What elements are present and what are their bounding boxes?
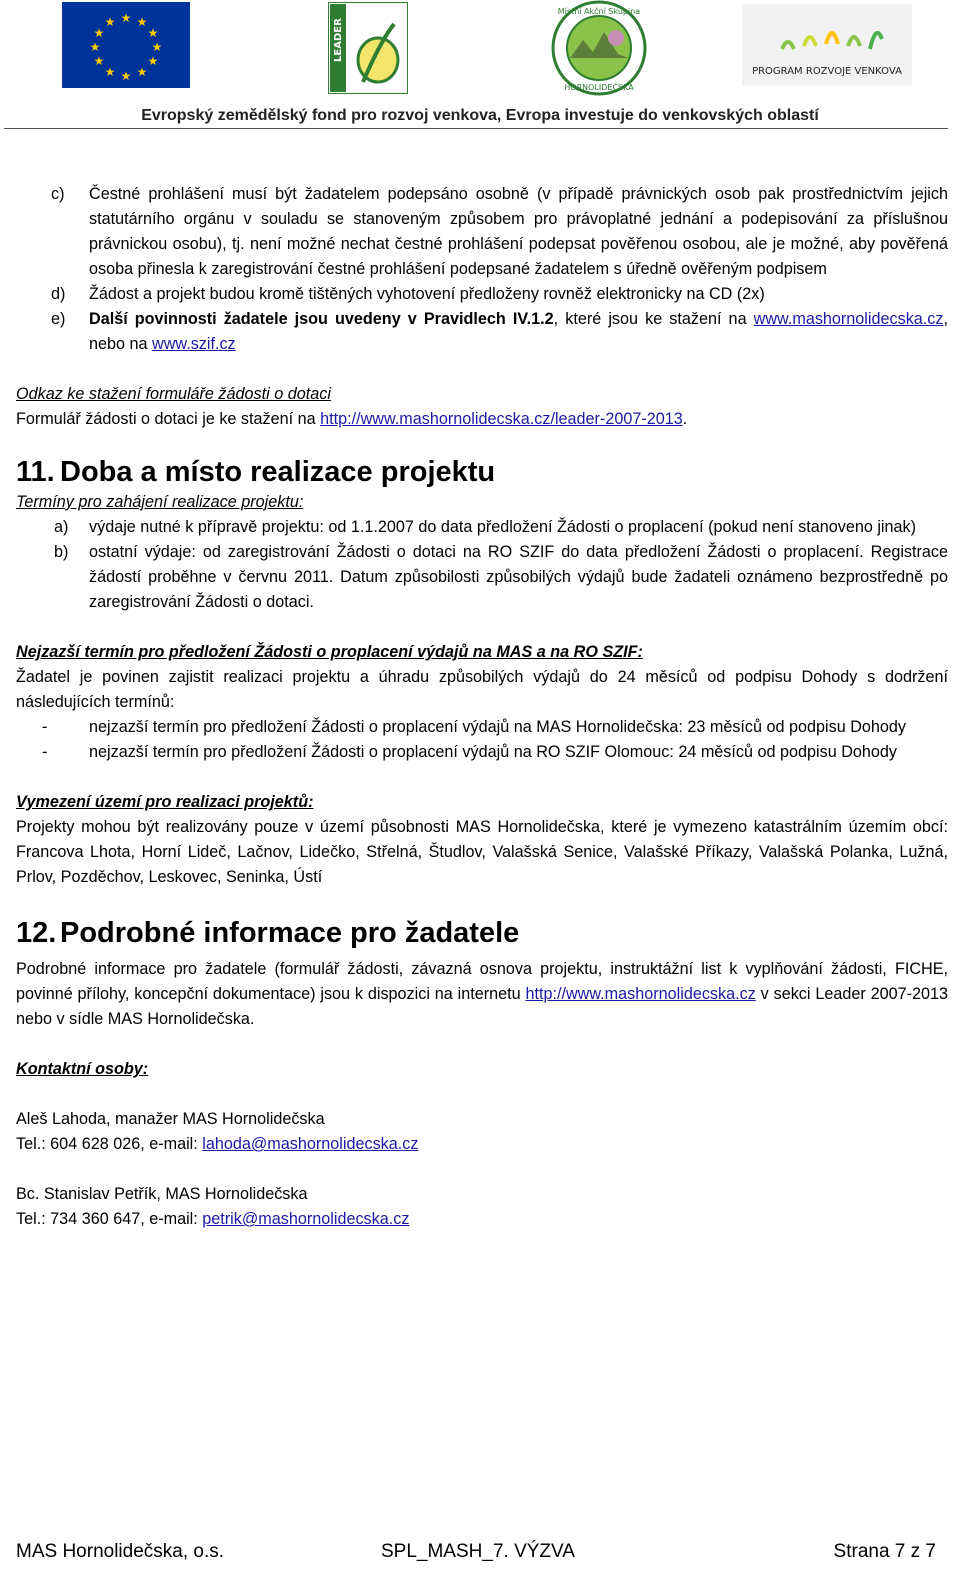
- contacts-heading: Kontaktní osoby:: [16, 1060, 149, 1078]
- contact-card: [16, 1182, 948, 1232]
- svg-text:★: ★: [120, 11, 132, 25]
- page-footer: [16, 1541, 936, 1567]
- contact-details: [16, 1207, 948, 1232]
- svg-text:★: ★: [104, 65, 116, 79]
- list-item-text: , které jsou ke stažení na: [553, 310, 754, 328]
- section-title-text: Podrobné informace pro žadatele: [60, 917, 520, 949]
- page-header: [0, 0, 960, 132]
- list-item-text: nejzazší termín pro předložení Žádosti o proplacení výdajů na MAS Hornolidečska: 23 měsíců od podpisu Dohody: [89, 718, 907, 736]
- deadline-paragraph: Žadatel je povinen zajistit realizaci projektu a úhradu způsobilých výdajů do 24 měsíců od podpisu Dohody s dodržení následujících termínů:: [16, 668, 948, 711]
- list-item: [16, 740, 948, 765]
- svg-text:LEADER: LEADER: [333, 18, 344, 62]
- section-12-title: [16, 915, 948, 951]
- contact-phone: Tel.: 734 360 647, e-mail:: [16, 1210, 203, 1228]
- svg-text:★: ★: [136, 65, 148, 79]
- svg-text:PROGRAM ROZVOJE VENKOVA: PROGRAM ROZVOJE VENKOVA: [752, 66, 902, 77]
- list-marker: d): [51, 285, 66, 303]
- footer-page-number: Strana 7 z 7: [833, 1541, 936, 1562]
- deadline-heading: Nejzazší termín pro předložení Žádosti o proplacení výdajů na MAS a na RO SZIF:: [16, 643, 643, 661]
- eafrd-tagline: Evropský zemědělský fond pro rozvoj venkova, Evropa investuje do venkovských oblastí: [141, 107, 819, 124]
- contact-card: [16, 1107, 948, 1157]
- list-item: [16, 540, 948, 615]
- info-text: Podrobné informace pro žadatele (formulář žádosti, závazná osnova projektu, instruktážní list k vyplňování žádosti, FICHE, povinné přílohy, koncepční dokumentace) jsou k dispozici na internetu: [16, 960, 948, 1003]
- list-item-text: Čestné prohlášení musí být žadatelem podepsáno osobně (v případě právnických osob pak prostřednictvím jejich statutárního orgánu v souladu se stanoveným způsobem pro právoplatné jednání a podepisování za příslušnou právnickou osobu), tj. není možné nechat čestné prohlášení podepsat pověřenou osobou, ale je možné, aby pověřená osoba přinesla k zaregistrování čestné prohlášení podepsané žadatelem s úředně ověřeným podpisem: [89, 185, 948, 278]
- svg-text:★: ★: [104, 15, 116, 29]
- header-divider: [4, 128, 948, 129]
- list-marker: b): [54, 543, 69, 561]
- contact-email-link[interactable]: lahoda@mashornolidecska.cz: [202, 1135, 419, 1153]
- program-rozvoje-venkova-logo: [742, 4, 912, 86]
- list-item: [16, 307, 948, 357]
- list-marker: c): [51, 185, 65, 203]
- list-marker: a): [54, 518, 69, 536]
- svg-text:★: ★: [147, 26, 159, 40]
- svg-text:★: ★: [93, 26, 105, 40]
- list-item: [16, 182, 948, 282]
- terms-heading: Termíny pro zahájení realizace projektu:: [16, 493, 304, 511]
- download-text-end: .: [682, 410, 688, 428]
- mas-hornolidecska-logo: [538, 0, 660, 96]
- contact-phone: Tel.: 604 628 026, e-mail:: [16, 1135, 203, 1153]
- leader-logo: [328, 2, 408, 94]
- document-body: [16, 182, 948, 1232]
- svg-text:★: ★: [151, 40, 163, 54]
- footer-document-id: SPL_MASH_7. VÝZVA: [381, 1541, 575, 1562]
- list-marker: -: [42, 743, 48, 761]
- info-paragraph: [16, 957, 948, 1032]
- list-item-text: nejzazší termín pro předložení Žádosti o proplacení výdajů na RO SZIF Olomouc: 24 měsíců od podpisu Dohody: [89, 743, 897, 761]
- mas-website-link[interactable]: www.mashornolidecska.cz: [753, 310, 944, 328]
- contact-email-link[interactable]: petrik@mashornolidecska.cz: [202, 1210, 410, 1228]
- svg-text:★: ★: [120, 69, 132, 83]
- svg-text:★: ★: [89, 40, 101, 54]
- conditions-list: [16, 182, 948, 357]
- footer-organization: MAS Hornolidečska, o.s.: [16, 1541, 225, 1562]
- section-number: 12.: [16, 917, 57, 949]
- download-text: Formulář žádosti o dotaci je ke stažení na: [16, 410, 321, 428]
- logo-strip: [0, 0, 960, 100]
- list-item: [16, 515, 948, 540]
- list-item: [16, 715, 948, 740]
- eu-flag-logo: [62, 2, 190, 88]
- list-item-text: ostatní výdaje: od zaregistrování Žádosti o dotaci na RO SZIF do data předložení Žádosti o proplacení. Registrace žádostí proběhne v červnu 2011. Datum způsobilosti způsobilých výdajů bude žadateli oznámeno bezprostředně po zaregistrování Žádosti o dotaci.: [89, 543, 948, 611]
- area-paragraph: Projekty mohou být realizovány pouze v území působnosti MAS Hornolidečska, které je vymezeno katastrálním územím obcí: Francova Lhota, Horní Lideč, Lačnov, Lidečko, Střelná, Študlov, Valašská Senice, Valašské Příkazy, Valašská Polanka, Lužná, Prlov, Pozděchov, Leskovec, Seninka, Ústí: [16, 818, 948, 886]
- terms-list: [16, 515, 948, 615]
- list-item-text: výdaje nutné k přípravě projektu: od 1.1.2007 do data předložení Žádosti o proplacení (pokud není stanoveno jinak): [89, 518, 917, 536]
- download-heading: Odkaz ke stažení formuláře žádosti o dotaci: [16, 385, 331, 403]
- svg-text:★: ★: [93, 54, 105, 68]
- section-11-title: [16, 454, 948, 490]
- list-item-text: , nebo na: [89, 310, 948, 353]
- rules-reference: Další povinnosti žadatele jsou uvedeny v Pravidlech IV.1.2: [89, 310, 554, 328]
- download-paragraph: [16, 407, 948, 432]
- contact-name: Aleš Lahoda, manažer MAS Hornolidečska: [16, 1110, 325, 1128]
- mas-website-link[interactable]: http://www.mashornolidecska.cz: [525, 985, 756, 1003]
- deadline-list: [16, 715, 948, 765]
- section-number: 11.: [16, 456, 55, 488]
- svg-text:★: ★: [147, 54, 159, 68]
- section-title-text: Doba a místo realizace projektu: [60, 456, 496, 488]
- info-text-end: v sekci Leader 2007-2013 nebo v sídle MAS Hornolidečska.: [16, 985, 949, 1028]
- list-marker: -: [42, 718, 48, 736]
- szif-website-link[interactable]: www.szif.cz: [152, 335, 236, 353]
- svg-text:★: ★: [136, 15, 148, 29]
- area-heading: Vymezení území pro realizaci projektů:: [16, 793, 314, 811]
- form-download-link[interactable]: http://www.mashornolidecska.cz/leader-2007-2013: [320, 410, 683, 428]
- contact-details: [16, 1132, 948, 1157]
- list-item: [16, 282, 948, 307]
- svg-text:Místní Akční Skupina: Místní Akční Skupina: [557, 7, 641, 16]
- contact-name: Bc. Stanislav Petřík, MAS Hornolidečska: [16, 1185, 308, 1203]
- list-item-text: Žádost a projekt budou kromě tištěných vyhotovení předloženy rovněž elektronicky na CD (2x): [89, 285, 765, 303]
- list-marker: e): [51, 310, 66, 328]
- svg-text:HORNOLIDEČSKA: HORNOLIDEČSKA: [564, 83, 634, 92]
